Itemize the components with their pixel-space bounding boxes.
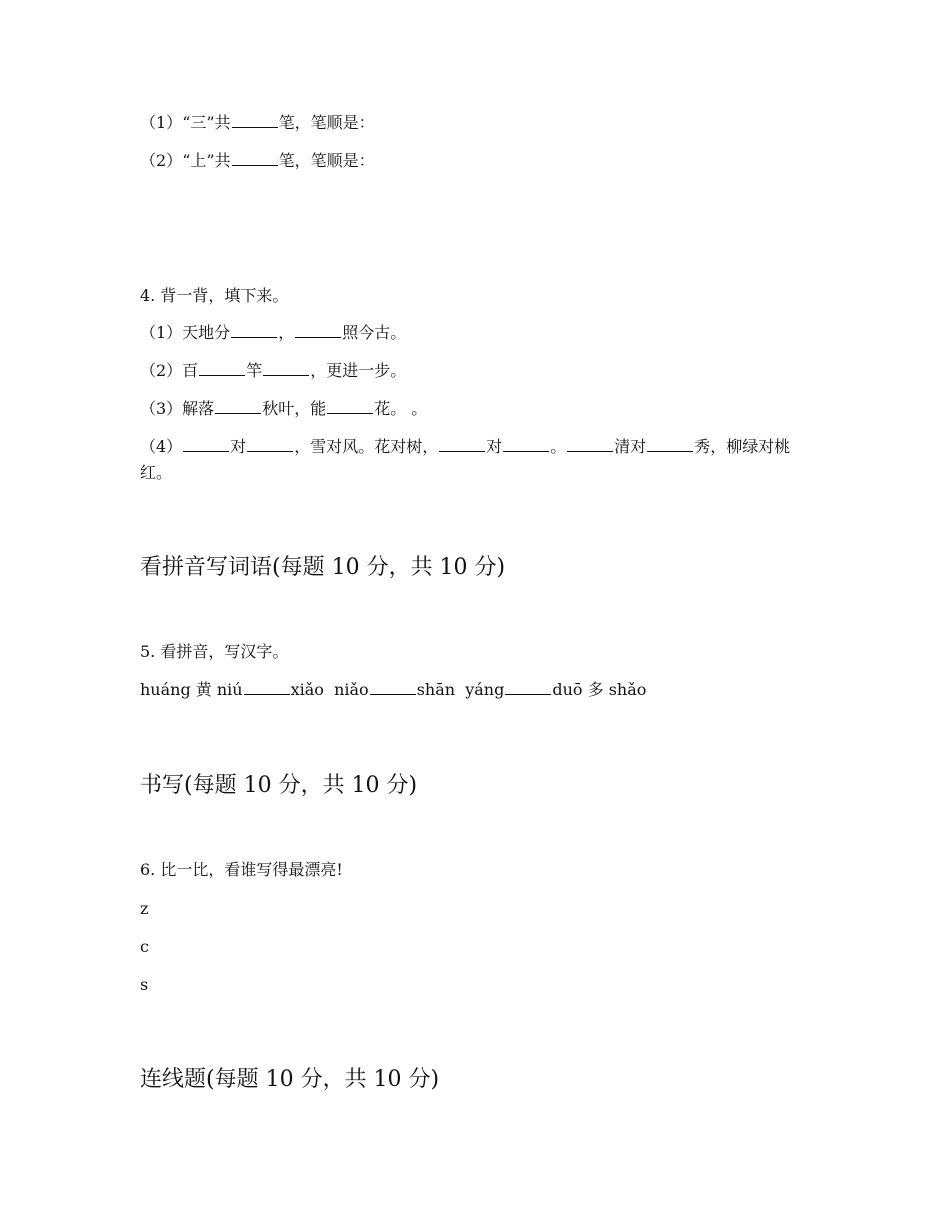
q3-item-1 (140, 112, 375, 134)
q4-item-2-b: 竿 (246, 361, 263, 380)
section-title-matching: 连线题(每题 10 分，共 10 分) (140, 1067, 440, 1092)
q4-item-3 (140, 398, 427, 420)
q3-item-1-char: “三”共 (182, 113, 231, 132)
q4-item-4-b: 对 (230, 437, 247, 456)
answer-blank[interactable] (295, 323, 341, 338)
q5-title: 5. 看拼音，写汉字。 (140, 642, 289, 661)
q4-title: 4. 背一背，填下来。 (140, 286, 289, 305)
q4-item-1-a: （1）天地分 (140, 323, 231, 342)
answer-blank[interactable] (647, 437, 693, 452)
answer-blank[interactable] (232, 151, 278, 166)
q4-item-1-b: ， (278, 323, 295, 342)
answer-blank[interactable] (199, 361, 245, 376)
section-title-writing: 书写(每题 10 分，共 10 分) (140, 773, 418, 798)
answer-blank[interactable] (503, 437, 549, 452)
q4-item-3-b: 秋叶，能 (262, 399, 327, 418)
q6-title: 6. 比一比，看谁写得最漂亮! (140, 860, 343, 879)
q6-letter-s: s (140, 975, 149, 994)
q4-item-3-c: 花。 。 (374, 399, 428, 418)
answer-blank[interactable] (505, 680, 551, 695)
q5-pinyin-4: duō 多 shǎo (552, 680, 647, 699)
answer-blank[interactable] (232, 113, 278, 128)
answer-blank[interactable] (263, 361, 309, 376)
q4-item-4-g: 秀，柳绿对桃红。 (140, 437, 791, 482)
q3-item-2 (140, 150, 375, 172)
q4-item-2-a: （2）百 (140, 361, 199, 380)
q5-pinyin-1: huáng 黄 niú (140, 680, 243, 699)
answer-blank[interactable] (439, 437, 485, 452)
answer-blank[interactable] (247, 437, 293, 452)
answer-blank[interactable] (183, 437, 229, 452)
q4-item-4-d: 对 (486, 437, 503, 456)
answer-blank[interactable] (327, 399, 373, 414)
q4-item-1-c: 照今古。 (342, 323, 407, 342)
q3-item-1-after: 笔，笔顺是： (278, 113, 375, 132)
answer-blank[interactable] (244, 680, 290, 695)
answer-blank[interactable] (567, 437, 613, 452)
q4-item-4-c: ，雪对风。花对树， (294, 437, 439, 456)
answer-blank[interactable] (370, 680, 416, 695)
answer-blank[interactable] (231, 323, 277, 338)
q4-item-4 (140, 434, 810, 486)
q5-pinyin-row (140, 679, 646, 701)
q4-item-4-a: （4） (140, 437, 183, 456)
q3-item-2-char: “上”共 (182, 151, 231, 170)
q3-item-2-after: 笔，笔顺是： (278, 151, 375, 170)
q3-item-2-num: （2） (140, 151, 183, 170)
q3-item-1-num: （1） (140, 113, 183, 132)
q4-item-4-e: 。 (550, 437, 567, 456)
q4-item-4-f: 清对 (614, 437, 647, 456)
q6-letter-c: c (140, 937, 149, 956)
section-title-pinyin: 看拼音写词语(每题 10 分，共 10 分) (140, 555, 506, 580)
q4-item-2 (140, 360, 406, 382)
q4-item-1 (140, 322, 406, 344)
q4-item-2-c: ，更进一步。 (310, 361, 407, 380)
q4-item-3-a: （3）解落 (140, 399, 215, 418)
answer-blank[interactable] (215, 399, 261, 414)
q5-pinyin-3: shān yáng (416, 680, 505, 699)
q6-letter-z: z (140, 899, 149, 918)
q5-pinyin-2: xiǎo niǎo (290, 680, 369, 699)
